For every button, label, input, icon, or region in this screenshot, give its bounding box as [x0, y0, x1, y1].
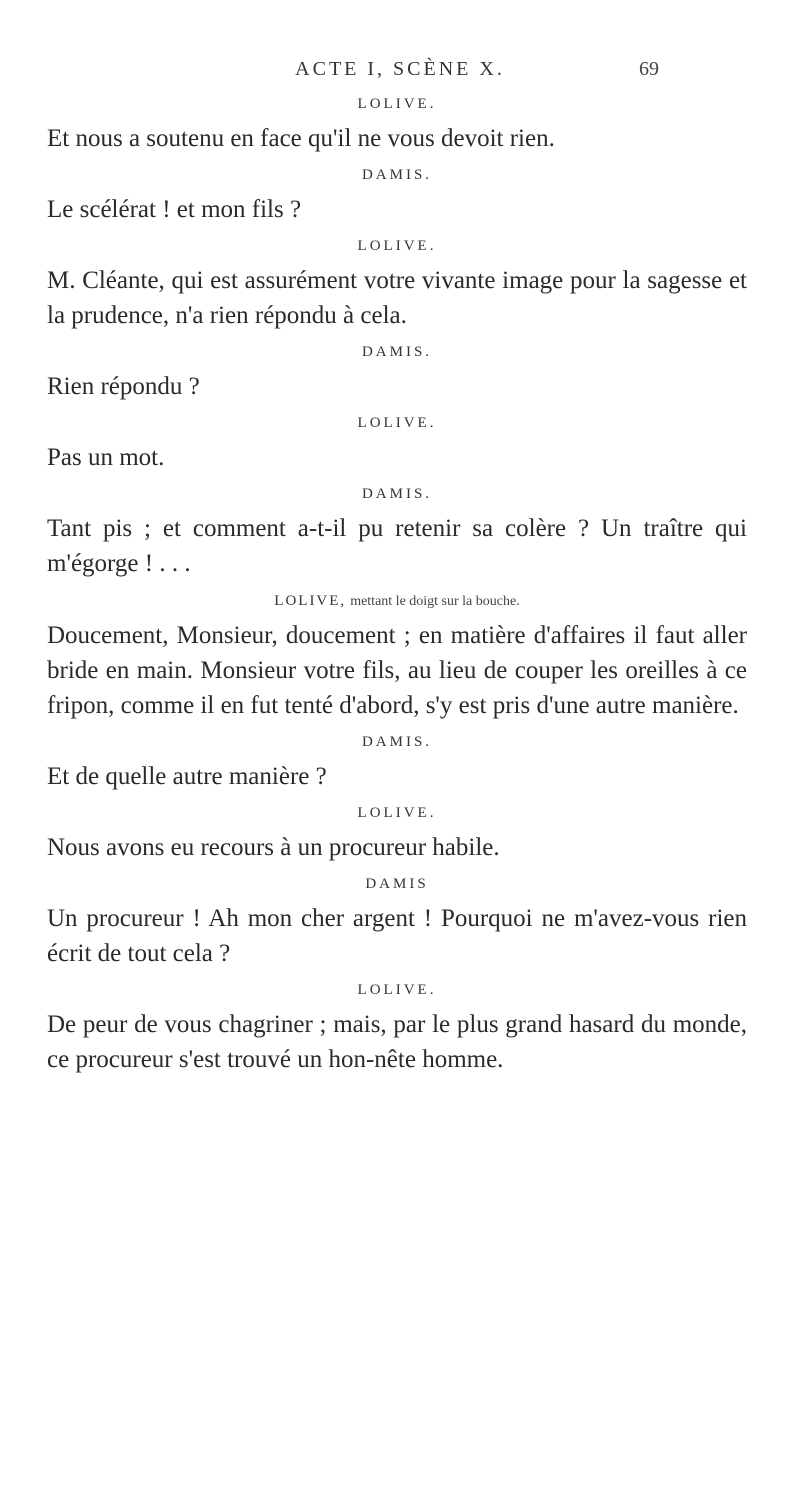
dialogue-line: Le scélérat ! et mon fils ?: [47, 196, 302, 223]
dialogue-line: Nous avons eu recours à un procureur habile.: [47, 834, 500, 861]
dialogue-line: Rien répondu ?: [47, 373, 200, 400]
speaker-name: LOLIVE.: [357, 805, 437, 821]
dialogue-line: De peur de vous chagriner ; mais, par le plus grand hasard du monde, ce procureur s'est trouvé un hon-nête homme.: [47, 1011, 747, 1073]
dialogue-line: Doucement, Monsieur, doucement ; en matière d'affaires il faut aller bride en main. Monsieur votre fils, au lieu de couper les oreilles à ce fripon, comme il en fut tenté d'abord, s'y est pris d'une autre manière.: [47, 622, 747, 719]
speaker-name: DAMIS: [365, 876, 429, 892]
speaker-name: DAMIS.: [361, 734, 433, 750]
dialogue-body: [47, 88, 747, 1077]
dialogue-line: Tant pis ; et comment a-t-il pu retenir sa colère ? Un traître qui m'égorge ! . . .: [47, 515, 747, 577]
dialogue-line: Et nous a soutenu en face qu'il ne vous devoit rien.: [47, 125, 555, 152]
dialogue-line: Pas un mot.: [47, 444, 165, 471]
speaker-name: DAMIS.: [361, 486, 433, 502]
dialogue-line: Et de quelle autre manière ?: [47, 763, 327, 790]
speaker-name: DAMIS.: [361, 167, 433, 183]
speaker-name: LOLIVE,: [274, 593, 347, 609]
page-number: 69: [639, 58, 659, 80]
running-title: ACTE I, SCÈNE X.: [295, 58, 505, 80]
dialogue-line: Un procureur ! Ah mon cher argent ! Pourquoi ne m'avez-vous rien écrit de tout cela ?: [47, 905, 747, 967]
speaker-with-direction: [47, 584, 747, 618]
dialogue-line: M. Cléante, qui est assurément votre vivante image pour la sagesse et la prudence, n'a rien répondu à cela.: [47, 267, 747, 329]
speaker-name: LOLIVE.: [357, 96, 437, 112]
page-header: [0, 58, 800, 88]
speaker-name: DAMIS.: [361, 344, 433, 360]
speaker-name: LOLIVE.: [357, 982, 437, 998]
speaker-name: LOLIVE.: [357, 238, 437, 254]
stage-direction: mettant le doigt sur la bouche.: [350, 594, 520, 609]
speaker-name: LOLIVE.: [357, 415, 437, 431]
